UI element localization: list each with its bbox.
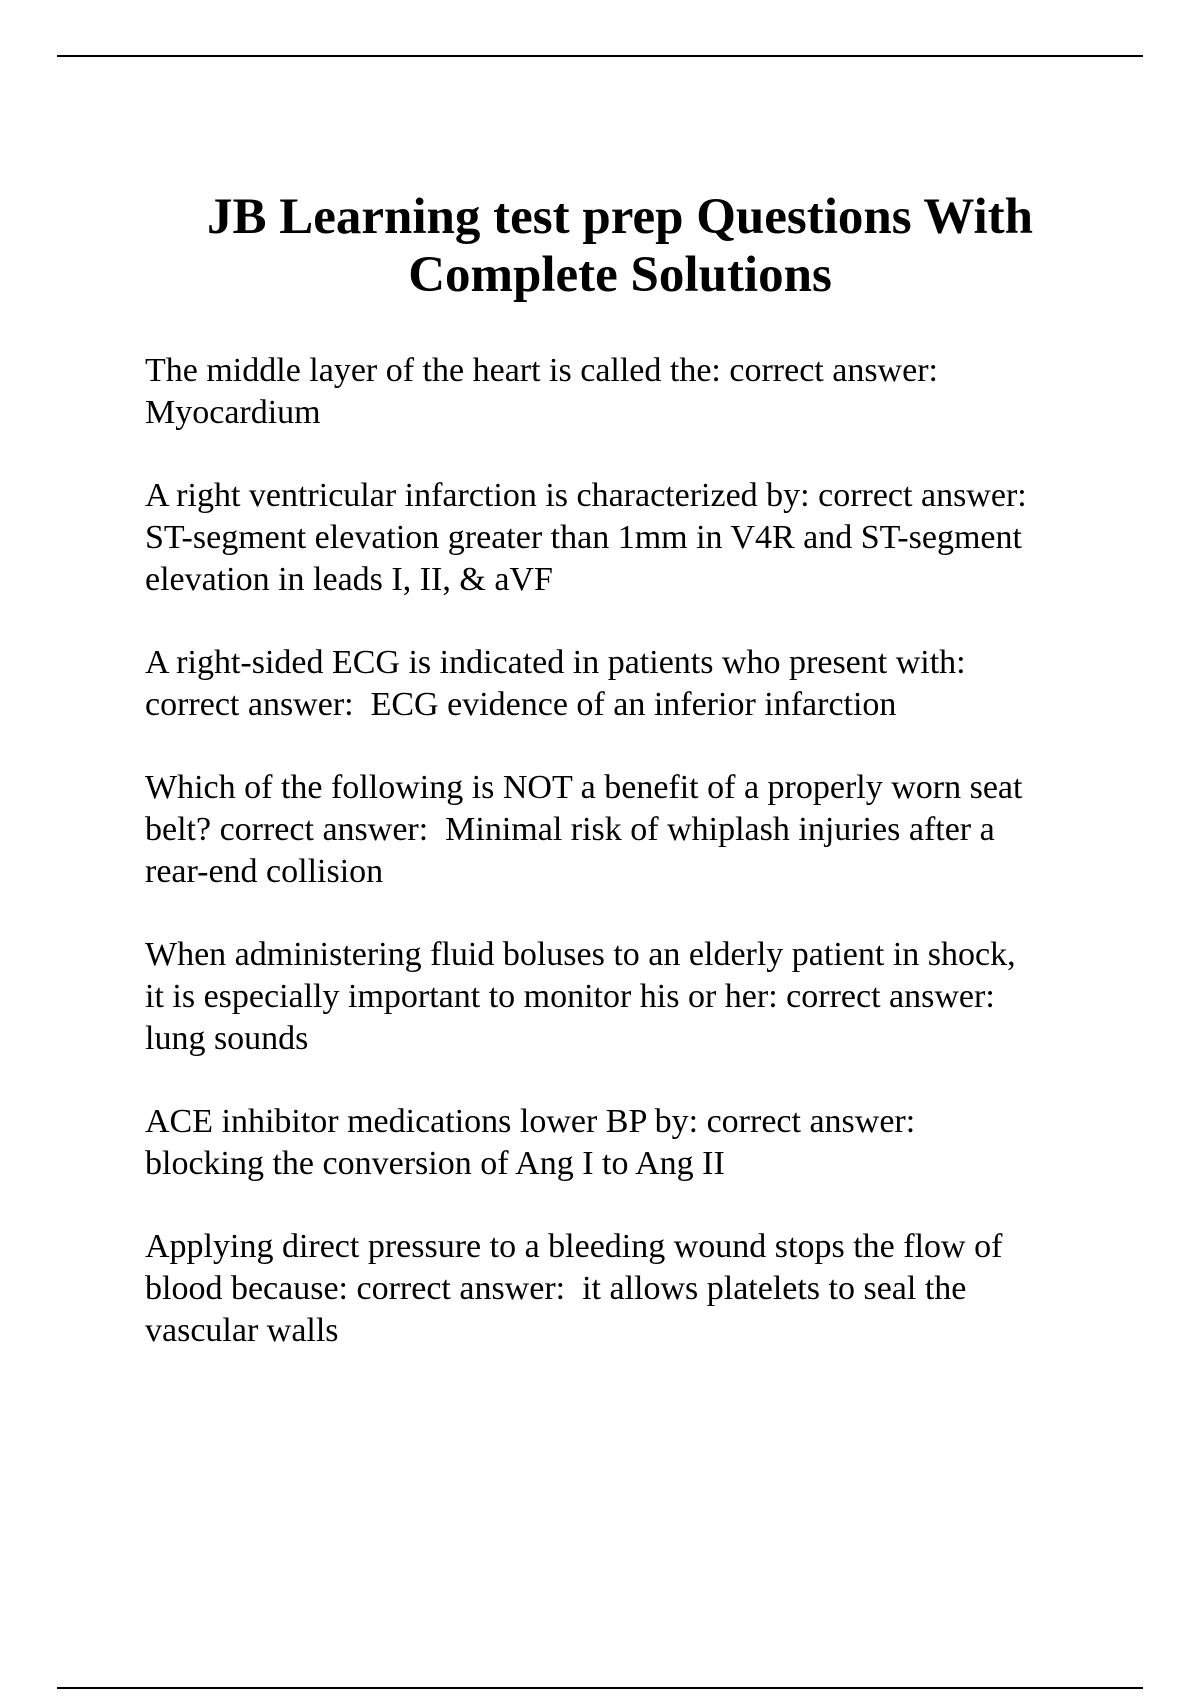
- qa-item: Applying direct pressure to a bleeding wound stops the flow of blood because: correct answer: it allows platelets to seal the vascular walls: [145, 1228, 1003, 1349]
- qa-item: ACE inhibitor medications lower BP by: correct answer: blocking the conversion of Ang I to Ang II: [145, 1103, 916, 1182]
- question-answer-list: [145, 350, 1105, 1393]
- qa-item: A right-sided ECG is indicated in patients who present with: correct answer: ECG evidence of an inferior infarction: [145, 644, 966, 723]
- top-divider: [57, 55, 1143, 57]
- qa-item: When administering fluid boluses to an elderly patient in shock, it is especially important to monitor his or her: correct answer: lung sounds: [145, 936, 1016, 1057]
- document-title: [100, 188, 1140, 304]
- bottom-divider: [57, 1687, 1143, 1689]
- document-title-line-2: Complete Solutions: [408, 247, 832, 303]
- qa-item: Which of the following is NOT a benefit of a properly worn seat belt? correct answer: Minimal risk of whiplash injuries after a rear-end collision: [145, 769, 1023, 890]
- qa-item: A right ventricular infarction is characterized by: correct answer: ST-segment elevation greater than 1mm in V4R and ST-segment elevation in leads I, II, & aVF: [145, 477, 1027, 598]
- document-title-line-1: JB Learning test prep Questions With: [206, 189, 1034, 245]
- qa-item: The middle layer of the heart is called the: correct answer: Myocardium: [145, 352, 938, 431]
